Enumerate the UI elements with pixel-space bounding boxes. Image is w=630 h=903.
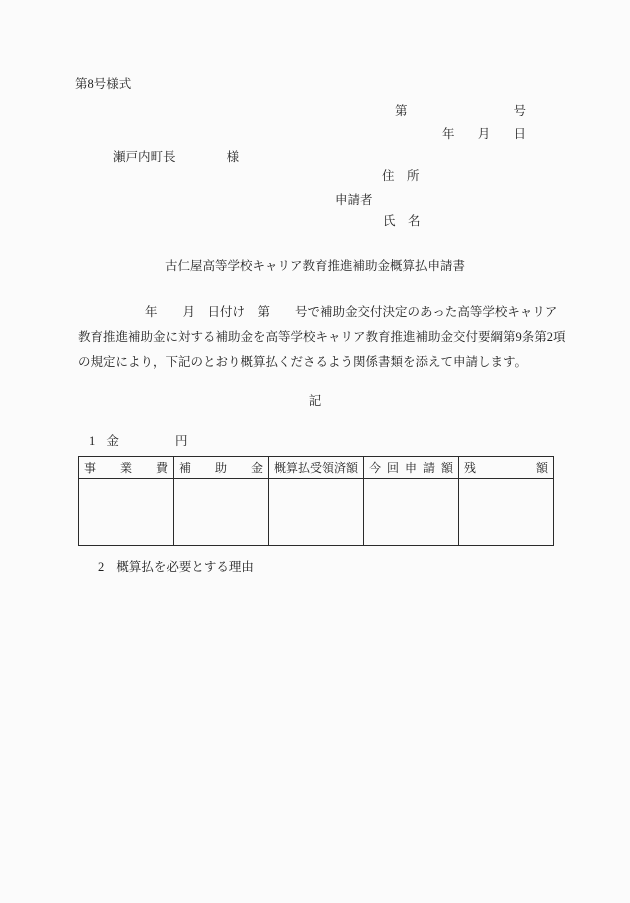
- cell-project-cost: [79, 479, 174, 546]
- body-paragraph-line-2: 教育推進補助金に対する補助金を高等学校キャリア教育推進補助金交付要綱第9条第2項: [78, 330, 566, 344]
- addressee: 瀬戸内町長: [113, 150, 176, 164]
- column-header-project-cost: 事業費: [79, 457, 174, 479]
- cell-current-request: [364, 479, 459, 546]
- date-line: [442, 127, 526, 143]
- body-paragraph-line-3: の規定により，下記のとおり概算払くださるよう関係書類を添えて申請します。: [78, 355, 528, 369]
- document-title: 古仁屋高等学校キャリア教育推進補助金概算払申請書: [164, 259, 465, 273]
- applicant-label: 申請者: [335, 193, 373, 207]
- date-day-label: 日: [513, 127, 526, 141]
- cell-provisional-received: [269, 479, 364, 546]
- amount-label: 金: [106, 434, 119, 448]
- form-number: 第8号様式: [75, 77, 132, 91]
- reason-label: 概算払を必要とする理由: [116, 560, 254, 574]
- applicant-address-label: 住 所: [382, 169, 420, 183]
- reason-line: [98, 560, 254, 576]
- amount-line: [89, 434, 188, 450]
- addressee-line: [113, 150, 239, 166]
- amount-table-header-row: [79, 457, 554, 479]
- yen-unit-label: 円: [175, 434, 188, 448]
- column-header-subsidy: 補助金: [174, 457, 269, 479]
- addressee-honorific: 様: [226, 150, 240, 164]
- column-header-provisional-received: 概算払受領済額: [269, 457, 364, 479]
- date-year-label: 年: [442, 127, 455, 141]
- column-header-current-request: 今回申請額: [364, 457, 459, 479]
- doc-number-line: [395, 104, 526, 120]
- cell-subsidy: [174, 479, 269, 546]
- amount-table-body-row: [79, 479, 554, 546]
- applicant-name-label: 氏 名: [383, 214, 421, 228]
- doc-number-prefix: 第: [395, 104, 408, 118]
- record-marker: 記: [308, 394, 322, 408]
- amount-table: [78, 456, 554, 546]
- doc-number-suffix: 号: [513, 104, 526, 118]
- item2-number: 2: [98, 560, 105, 574]
- date-month-label: 月: [477, 127, 491, 141]
- column-header-balance: 残額: [459, 457, 554, 479]
- item1-number: 1: [89, 434, 96, 448]
- body-paragraph-line-1: 年 月 日付け 第 号で補助金交付決定のあった高等学校キャリア: [145, 305, 558, 319]
- cell-balance: [459, 479, 554, 546]
